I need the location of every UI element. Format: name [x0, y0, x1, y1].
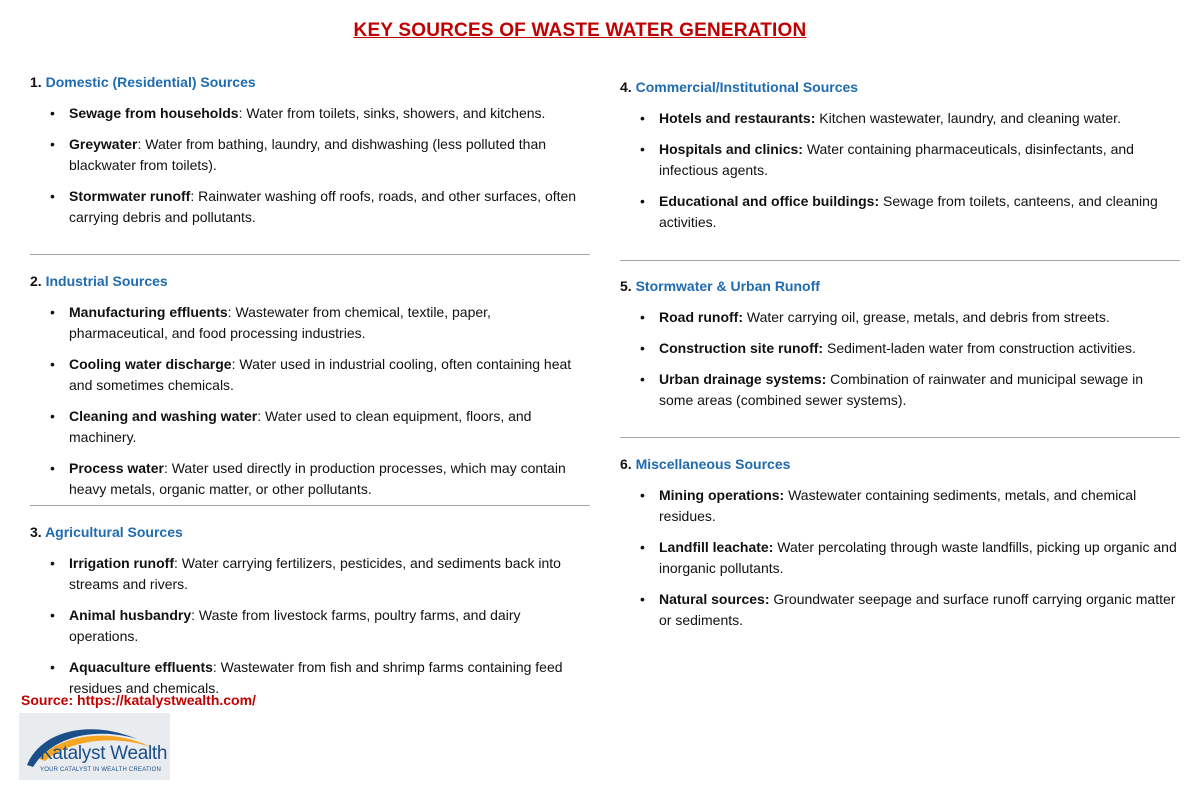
item-list — [30, 103, 590, 228]
item-term: Landfill leachate: — [659, 539, 774, 555]
section-heading — [30, 521, 590, 543]
item-text: Combination of rainwater and municipal sewage in some areas (combined sewer systems). — [659, 371, 1144, 408]
katalyst-wealth-logo — [19, 713, 170, 780]
logo-tagline: YOUR CATALYST IN WEALTH CREATION — [40, 767, 162, 773]
section-title: Stormwater & Urban Runoff — [635, 278, 820, 294]
item-text: : Water used to clean equipment, floors, and machinery. — [69, 408, 532, 445]
item-text: Groundwater seepage and surface runoff carrying organic matter or sediments. — [659, 591, 1176, 628]
item-text: Wastewater containing sediments, metals, and chemical residues. — [659, 487, 1137, 524]
item-term: Hotels and restaurants: — [659, 110, 816, 126]
item-text: Sediment-laden water from construction activities. — [823, 340, 1136, 356]
item-text: : Water used directly in production processes, which may contain heavy metals, organic matter, or other pollutants. — [69, 460, 566, 497]
list-item — [30, 186, 590, 228]
section-title: Miscellaneous Sources — [635, 456, 791, 472]
item-text: : Waste from livestock farms, poultry farms, and dairy operations. — [69, 607, 521, 644]
list-item — [620, 108, 1180, 129]
list-item — [30, 458, 590, 500]
item-list — [30, 302, 590, 500]
item-term: Cleaning and washing water — [69, 408, 258, 424]
divider — [30, 254, 590, 255]
item-text: : Rainwater washing off roofs, roads, and other surfaces, often carrying debris and pollutants. — [69, 188, 577, 225]
item-list — [620, 307, 1180, 411]
item-term: Aquaculture effluents — [69, 659, 213, 675]
list-item — [620, 589, 1180, 631]
section-number: 2. — [30, 273, 42, 289]
item-text: Water containing pharmaceuticals, disinfectants, and infectious agents. — [659, 141, 1134, 178]
section-number: 6. — [620, 456, 632, 472]
item-term: Natural sources: — [659, 591, 770, 607]
item-term: Mining operations: — [659, 487, 785, 503]
divider — [30, 505, 590, 506]
item-text: : Water from toilets, sinks, showers, and kitchens. — [238, 105, 546, 121]
section-stormwater — [620, 275, 1180, 411]
section-title: Industrial Sources — [45, 273, 168, 289]
divider — [620, 437, 1180, 438]
section-domestic — [30, 71, 590, 228]
item-text: Water percolating through waste landfills, picking up organic and inorganic pollutants. — [659, 539, 1177, 576]
item-text: : Wastewater from chemical, textile, paper, pharmaceutical, and food processing industries. — [69, 304, 491, 341]
list-item — [620, 537, 1180, 579]
item-term: Construction site runoff: — [659, 340, 824, 356]
item-text: : Water carrying fertilizers, pesticides, and sediments back into streams and rivers. — [69, 555, 561, 592]
section-miscellaneous — [620, 453, 1180, 631]
item-term: Sewage from households — [69, 105, 239, 121]
item-list — [620, 485, 1180, 631]
list-item — [30, 354, 590, 396]
item-term: Educational and office buildings: — [659, 193, 880, 209]
list-item — [30, 103, 590, 124]
section-agricultural — [30, 521, 590, 699]
source-credit: Source: https://katalystwealth.com/ — [21, 692, 256, 708]
item-text: Water carrying oil, grease, metals, and debris from streets. — [742, 309, 1110, 325]
section-number: 4. — [620, 79, 632, 95]
list-item — [30, 302, 590, 344]
section-heading — [30, 71, 590, 93]
list-item — [30, 134, 590, 176]
item-term: Manufacturing effluents — [69, 304, 228, 320]
item-term: Cooling water discharge — [69, 356, 232, 372]
item-term: Greywater — [69, 136, 138, 152]
item-term: Urban drainage systems: — [659, 371, 827, 387]
page-title: KEY SOURCES OF WASTE WATER GENERATION — [353, 20, 807, 41]
item-term: Hospitals and clinics: — [659, 141, 803, 157]
section-heading — [620, 76, 1180, 98]
list-item — [620, 139, 1180, 181]
section-title: Agricultural Sources — [45, 524, 183, 540]
section-heading — [30, 270, 590, 292]
list-item — [30, 605, 590, 647]
item-text: Kitchen wastewater, laundry, and cleaning water. — [815, 110, 1121, 126]
section-number: 3. — [30, 524, 42, 540]
section-title: Domestic (Residential) Sources — [45, 74, 256, 90]
section-title: Commercial/Institutional Sources — [635, 79, 859, 95]
section-heading — [620, 275, 1180, 297]
list-item — [620, 191, 1180, 233]
list-item — [620, 338, 1180, 359]
section-commercial — [620, 76, 1180, 233]
list-item — [30, 553, 590, 595]
item-text: : Wastewater from fish and shrimp farms containing feed residues and chemicals. — [69, 659, 563, 696]
divider — [620, 260, 1180, 261]
item-text: : Water from bathing, laundry, and dishwashing (less polluted than blackwater from toilets). — [69, 136, 547, 173]
section-heading — [620, 453, 1180, 475]
section-number: 1. — [30, 74, 42, 90]
item-term: Road runoff: — [659, 309, 743, 325]
list-item — [620, 369, 1180, 411]
section-number: 5. — [620, 278, 632, 294]
item-term: Irrigation runoff — [69, 555, 174, 571]
list-item — [620, 307, 1180, 328]
item-text: Sewage from toilets, canteens, and cleaning activities. — [659, 193, 1158, 230]
item-text: : Water used in industrial cooling, often containing heat and sometimes chemicals. — [69, 356, 572, 393]
item-term: Stormwater runoff — [69, 188, 191, 204]
item-list — [30, 553, 590, 699]
list-item — [620, 485, 1180, 527]
item-term: Animal husbandry — [69, 607, 192, 623]
item-term: Process water — [69, 460, 164, 476]
section-industrial — [30, 270, 590, 500]
item-list — [620, 108, 1180, 233]
logo-name: Katalyst Wealth — [40, 743, 168, 764]
list-item — [30, 406, 590, 448]
